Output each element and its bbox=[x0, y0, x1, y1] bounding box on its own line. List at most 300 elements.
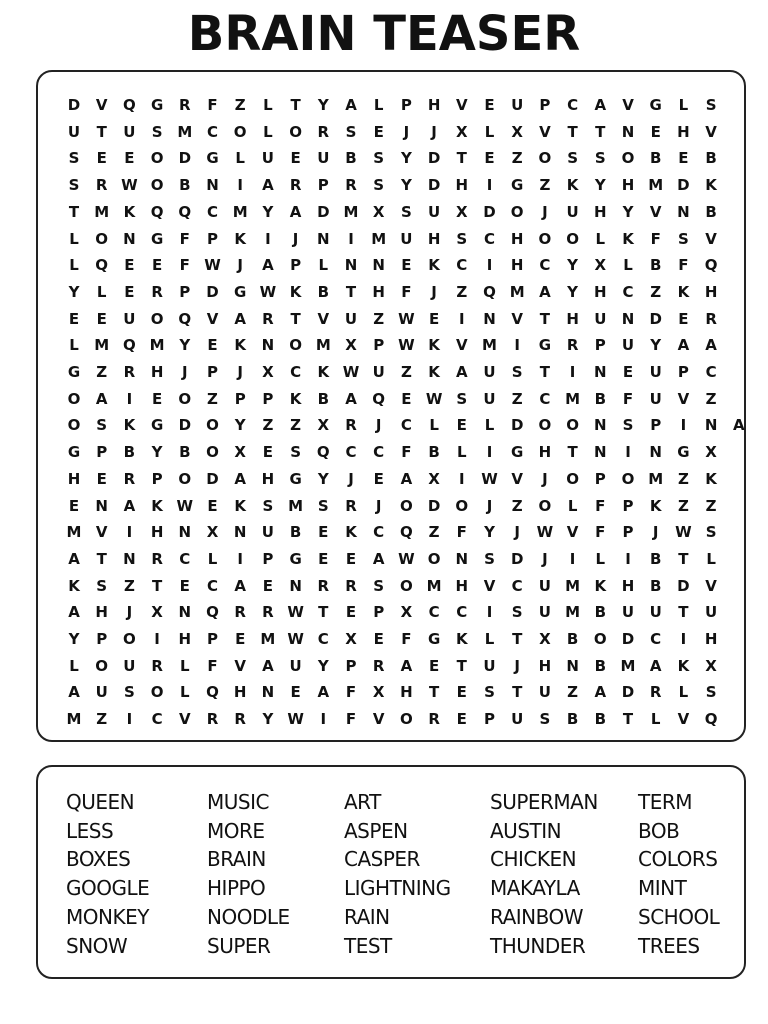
grid-letter[interactable]: C bbox=[456, 256, 468, 275]
grid-letter[interactable]: G bbox=[289, 549, 302, 568]
grid-letter[interactable]: V bbox=[539, 122, 551, 141]
grid-letter[interactable]: M bbox=[371, 229, 387, 248]
grid-letter[interactable]: Y bbox=[234, 416, 246, 435]
grid-letter[interactable]: E bbox=[96, 149, 107, 168]
grid-letter[interactable]: T bbox=[567, 443, 578, 462]
grid-letter[interactable]: B bbox=[594, 710, 607, 729]
grid-letter[interactable]: Y bbox=[622, 202, 634, 221]
grid-letter[interactable]: E bbox=[207, 336, 218, 355]
grid-letter[interactable]: K bbox=[123, 202, 136, 221]
grid-letter[interactable]: O bbox=[233, 122, 247, 141]
grid-letter[interactable]: Q bbox=[316, 443, 330, 462]
grid-letter[interactable]: M bbox=[620, 656, 636, 675]
grid-letter[interactable]: Z bbox=[428, 523, 440, 542]
grid-letter[interactable]: Y bbox=[68, 630, 80, 648]
grid-letter[interactable]: C bbox=[151, 710, 163, 729]
grid-letter[interactable]: R bbox=[234, 603, 246, 622]
grid-letter[interactable]: G bbox=[511, 176, 524, 195]
grid-letter[interactable]: W bbox=[121, 176, 138, 195]
grid-letter[interactable]: A bbox=[539, 282, 551, 301]
grid-letter[interactable]: W bbox=[287, 710, 304, 729]
grid-letter[interactable]: R bbox=[206, 710, 219, 729]
grid-letter[interactable]: R bbox=[345, 496, 357, 515]
grid-letter[interactable]: H bbox=[538, 443, 552, 462]
grid-letter[interactable]: A bbox=[455, 363, 468, 381]
grid-letter[interactable]: D bbox=[621, 683, 635, 702]
grid-letter[interactable]: C bbox=[456, 603, 468, 622]
grid-letter[interactable]: K bbox=[455, 630, 468, 648]
grid-letter[interactable]: E bbox=[318, 523, 329, 542]
grid-letter[interactable]: L bbox=[595, 549, 606, 568]
grid-letter[interactable]: J bbox=[652, 523, 659, 542]
grid-letter[interactable]: M bbox=[565, 603, 581, 622]
grid-letter[interactable]: S bbox=[705, 683, 717, 702]
grid-letter[interactable]: K bbox=[289, 282, 302, 301]
grid-letter[interactable]: K bbox=[566, 176, 579, 195]
grid-letter[interactable]: C bbox=[345, 443, 357, 462]
grid-letter[interactable]: B bbox=[317, 282, 330, 301]
grid-letter[interactable]: A bbox=[345, 389, 357, 408]
grid-letter[interactable]: O bbox=[150, 683, 164, 702]
grid-letter[interactable]: U bbox=[511, 96, 524, 114]
grid-letter[interactable]: X bbox=[511, 122, 523, 141]
grid-letter[interactable]: I bbox=[126, 523, 133, 542]
grid-letter[interactable]: X bbox=[262, 363, 274, 381]
grid-letter[interactable]: N bbox=[344, 256, 358, 275]
grid-letter[interactable]: Q bbox=[178, 309, 192, 328]
grid-letter[interactable]: I bbox=[569, 363, 576, 381]
grid-letter[interactable]: Z bbox=[650, 282, 662, 301]
grid-letter[interactable]: A bbox=[594, 683, 607, 702]
grid-letter[interactable]: U bbox=[123, 656, 136, 675]
grid-letter[interactable]: R bbox=[345, 416, 357, 435]
grid-letter[interactable]: B bbox=[705, 149, 717, 168]
grid-letter[interactable]: T bbox=[428, 683, 440, 702]
grid-letter[interactable]: E bbox=[318, 549, 329, 568]
grid-letter[interactable]: I bbox=[625, 443, 631, 462]
grid-letter[interactable]: S bbox=[68, 176, 80, 195]
grid-letter[interactable]: S bbox=[96, 416, 108, 435]
grid-letter[interactable]: N bbox=[233, 523, 247, 542]
grid-letter[interactable]: J bbox=[375, 416, 382, 435]
grid-letter[interactable]: R bbox=[123, 363, 136, 381]
grid-letter[interactable]: O bbox=[538, 149, 552, 168]
grid-letter[interactable]: T bbox=[345, 282, 357, 301]
grid-letter[interactable]: M bbox=[565, 576, 581, 595]
grid-letter[interactable]: R bbox=[95, 176, 108, 195]
grid-letter[interactable]: K bbox=[234, 496, 246, 515]
grid-letter[interactable]: U bbox=[594, 309, 607, 328]
grid-letter[interactable]: X bbox=[317, 416, 330, 435]
grid-letter[interactable]: M bbox=[482, 336, 497, 355]
grid-letter[interactable]: M bbox=[177, 122, 193, 141]
grid-letter[interactable]: L bbox=[207, 549, 218, 568]
grid-letter[interactable]: X bbox=[234, 443, 246, 462]
grid-letter[interactable]: D bbox=[649, 309, 662, 328]
grid-letter[interactable]: S bbox=[484, 549, 495, 568]
grid-letter[interactable]: A bbox=[68, 683, 80, 702]
grid-letter[interactable]: J bbox=[403, 122, 410, 141]
grid-letter[interactable]: Y bbox=[484, 523, 495, 542]
grid-letter[interactable]: R bbox=[345, 576, 357, 595]
grid-letter[interactable]: N bbox=[372, 256, 385, 275]
grid-letter[interactable]: G bbox=[289, 469, 302, 488]
grid-letter[interactable]: O bbox=[178, 469, 192, 488]
grid-letter[interactable]: K bbox=[622, 229, 634, 248]
grid-letter[interactable]: U bbox=[483, 389, 496, 408]
grid-letter[interactable]: D bbox=[206, 469, 219, 488]
grid-letter[interactable]: D bbox=[677, 576, 690, 595]
grid-letter[interactable]: C bbox=[539, 256, 551, 275]
grid-letter[interactable]: M bbox=[648, 176, 664, 195]
grid-letter[interactable]: P bbox=[345, 656, 357, 675]
grid-letter[interactable]: E bbox=[678, 149, 689, 168]
grid-letter[interactable]: A bbox=[317, 683, 330, 702]
grid-letter[interactable]: N bbox=[649, 443, 662, 462]
grid-letter[interactable]: S bbox=[456, 389, 468, 408]
grid-letter[interactable]: I bbox=[126, 710, 133, 729]
grid-letter[interactable]: Q bbox=[178, 202, 192, 221]
grid-letter[interactable]: A bbox=[68, 603, 80, 622]
grid-letter[interactable]: T bbox=[456, 656, 467, 675]
grid-letter[interactable]: C bbox=[206, 122, 218, 141]
grid-letter[interactable]: G bbox=[150, 96, 164, 114]
grid-letter[interactable]: A bbox=[400, 469, 413, 488]
grid-letter[interactable]: P bbox=[151, 469, 163, 488]
grid-letter[interactable]: S bbox=[317, 496, 329, 515]
grid-letter[interactable]: B bbox=[594, 389, 607, 408]
grid-letter[interactable]: F bbox=[456, 523, 467, 542]
grid-letter[interactable]: B bbox=[123, 443, 136, 462]
grid-letter[interactable]: W bbox=[259, 282, 277, 301]
grid-letter[interactable]: H bbox=[95, 603, 108, 622]
grid-letter[interactable]: L bbox=[650, 710, 661, 729]
grid-letter[interactable]: E bbox=[151, 256, 163, 275]
grid-letter[interactable]: U bbox=[621, 336, 635, 355]
grid-letter[interactable]: G bbox=[677, 443, 690, 462]
grid-letter[interactable]: A bbox=[95, 389, 108, 408]
grid-letter[interactable]: N bbox=[261, 336, 275, 355]
grid-letter[interactable]: Q bbox=[150, 202, 164, 221]
grid-letter[interactable]: B bbox=[566, 710, 579, 729]
grid-letter[interactable]: V bbox=[511, 309, 523, 328]
grid-letter[interactable]: E bbox=[401, 389, 412, 408]
grid-letter[interactable]: P bbox=[373, 336, 385, 355]
grid-letter[interactable]: M bbox=[94, 202, 110, 221]
grid-letter[interactable]: O bbox=[400, 710, 413, 729]
grid-letter[interactable]: P bbox=[677, 363, 689, 381]
grid-letter[interactable]: S bbox=[705, 96, 717, 114]
grid-letter[interactable]: H bbox=[455, 176, 469, 195]
grid-letter[interactable]: A bbox=[289, 202, 302, 221]
grid-letter[interactable]: Z bbox=[262, 416, 274, 435]
grid-letter[interactable]: V bbox=[455, 336, 468, 355]
grid-letter[interactable]: T bbox=[290, 96, 301, 114]
grid-letter[interactable]: O bbox=[150, 309, 164, 328]
grid-letter[interactable]: O bbox=[67, 416, 81, 435]
grid-letter[interactable]: L bbox=[595, 229, 606, 248]
grid-letter[interactable]: O bbox=[566, 229, 579, 248]
grid-letter[interactable]: A bbox=[400, 656, 413, 675]
grid-letter[interactable]: P bbox=[96, 443, 108, 462]
grid-letter[interactable]: H bbox=[621, 576, 635, 595]
grid-letter[interactable]: B bbox=[649, 549, 662, 568]
grid-letter[interactable]: S bbox=[290, 443, 301, 462]
grid-letter[interactable]: D bbox=[206, 282, 219, 301]
grid-letter[interactable]: A bbox=[372, 549, 385, 568]
grid-letter[interactable]: S bbox=[96, 576, 108, 595]
grid-letter[interactable]: W bbox=[481, 469, 498, 488]
grid-letter[interactable]: Z bbox=[207, 389, 218, 408]
grid-letter[interactable]: H bbox=[455, 576, 469, 595]
grid-letter[interactable]: S bbox=[151, 122, 163, 141]
grid-letter[interactable]: G bbox=[649, 96, 662, 114]
grid-letter[interactable]: J bbox=[486, 496, 493, 515]
grid-letter[interactable]: Y bbox=[650, 336, 662, 355]
grid-letter[interactable]: K bbox=[151, 496, 163, 515]
grid-letter[interactable]: T bbox=[96, 122, 107, 141]
grid-letter[interactable]: G bbox=[511, 443, 524, 462]
grid-letter[interactable]: P bbox=[262, 549, 274, 568]
grid-letter[interactable]: T bbox=[318, 603, 329, 622]
grid-letter[interactable]: C bbox=[373, 443, 385, 462]
grid-letter[interactable]: B bbox=[594, 656, 607, 675]
grid-letter[interactable]: Y bbox=[567, 256, 579, 275]
grid-letter[interactable]: R bbox=[234, 710, 246, 729]
grid-letter[interactable]: V bbox=[649, 202, 662, 221]
grid-letter[interactable]: Z bbox=[373, 309, 385, 328]
grid-letter[interactable]: L bbox=[373, 96, 384, 114]
grid-letter[interactable]: W bbox=[398, 309, 415, 328]
grid-letter[interactable]: H bbox=[538, 656, 552, 675]
grid-letter[interactable]: U bbox=[261, 149, 274, 168]
grid-letter[interactable]: B bbox=[179, 176, 191, 195]
grid-letter[interactable]: A bbox=[123, 496, 136, 515]
grid-letter[interactable]: O bbox=[400, 576, 413, 595]
grid-letter[interactable]: Y bbox=[400, 176, 412, 195]
grid-letter[interactable]: P bbox=[594, 336, 606, 355]
grid-letter[interactable]: S bbox=[373, 576, 385, 595]
grid-letter[interactable]: U bbox=[705, 603, 718, 622]
grid-letter[interactable]: C bbox=[428, 603, 440, 622]
grid-letter[interactable]: Y bbox=[179, 336, 191, 355]
grid-letter[interactable]: A bbox=[732, 416, 745, 435]
grid-letter[interactable]: L bbox=[69, 229, 79, 248]
grid-letter[interactable]: O bbox=[455, 496, 469, 515]
grid-letter[interactable]: A bbox=[234, 469, 246, 488]
grid-letter[interactable]: V bbox=[234, 656, 246, 675]
grid-letter[interactable]: C bbox=[179, 549, 191, 568]
grid-letter[interactable]: O bbox=[206, 443, 219, 462]
grid-letter[interactable]: Z bbox=[96, 363, 108, 381]
grid-letter[interactable]: L bbox=[96, 282, 107, 301]
grid-letter[interactable]: P bbox=[484, 710, 495, 729]
grid-letter[interactable]: T bbox=[290, 309, 301, 328]
grid-letter[interactable]: M bbox=[149, 336, 165, 355]
grid-letter[interactable]: O bbox=[427, 549, 441, 568]
grid-letter[interactable]: T bbox=[567, 122, 578, 141]
grid-letter[interactable]: S bbox=[622, 416, 634, 435]
grid-letter[interactable]: V bbox=[483, 576, 496, 595]
grid-letter[interactable]: H bbox=[621, 176, 635, 195]
grid-letter[interactable]: O bbox=[400, 496, 413, 515]
grid-letter[interactable]: N bbox=[95, 496, 108, 515]
grid-letter[interactable]: N bbox=[621, 122, 635, 141]
grid-letter[interactable]: Q bbox=[483, 282, 496, 301]
grid-letter[interactable]: N bbox=[594, 443, 607, 462]
grid-letter[interactable]: G bbox=[538, 336, 552, 355]
grid-letter[interactable]: G bbox=[234, 282, 247, 301]
grid-letter[interactable]: E bbox=[207, 496, 218, 515]
grid-letter[interactable]: M bbox=[426, 576, 442, 595]
grid-letter[interactable]: A bbox=[234, 309, 246, 328]
grid-letter[interactable]: T bbox=[622, 710, 634, 729]
grid-letter[interactable]: U bbox=[538, 683, 551, 702]
grid-letter[interactable]: F bbox=[207, 656, 218, 675]
grid-letter[interactable]: I bbox=[320, 710, 327, 729]
grid-letter[interactable]: V bbox=[95, 523, 108, 542]
grid-letter[interactable]: I bbox=[625, 549, 631, 568]
grid-letter[interactable]: N bbox=[317, 229, 330, 248]
grid-letter[interactable]: H bbox=[704, 282, 718, 301]
grid-letter[interactable]: X bbox=[594, 256, 607, 275]
grid-letter[interactable]: K bbox=[428, 256, 440, 275]
grid-letter[interactable]: R bbox=[289, 176, 302, 195]
grid-letter[interactable]: I bbox=[459, 309, 465, 328]
grid-letter[interactable]: Q bbox=[704, 710, 718, 729]
grid-letter[interactable]: X bbox=[456, 202, 468, 221]
grid-letter[interactable]: R bbox=[123, 469, 136, 488]
grid-letter[interactable]: W bbox=[204, 256, 221, 275]
grid-letter[interactable]: H bbox=[677, 122, 690, 141]
grid-letter[interactable]: Q bbox=[123, 336, 136, 355]
grid-letter[interactable]: E bbox=[124, 149, 135, 168]
grid-letter[interactable]: K bbox=[234, 229, 246, 248]
grid-letter[interactable]: V bbox=[705, 122, 717, 141]
grid-letter[interactable]: N bbox=[594, 416, 607, 435]
grid-letter[interactable]: T bbox=[539, 363, 550, 381]
grid-letter[interactable]: H bbox=[510, 256, 524, 275]
grid-letter[interactable]: A bbox=[705, 336, 717, 355]
grid-letter[interactable]: Y bbox=[317, 469, 329, 488]
grid-letter[interactable]: R bbox=[345, 176, 357, 195]
grid-letter[interactable]: I bbox=[237, 176, 243, 195]
grid-letter[interactable]: A bbox=[234, 576, 246, 595]
grid-letter[interactable]: U bbox=[400, 229, 413, 248]
grid-letter[interactable]: V bbox=[206, 309, 219, 328]
grid-letter[interactable]: S bbox=[594, 149, 606, 168]
grid-letter[interactable]: F bbox=[345, 683, 357, 702]
grid-letter[interactable]: E bbox=[290, 149, 301, 168]
grid-letter[interactable]: D bbox=[67, 96, 81, 114]
grid-letter[interactable]: K bbox=[705, 176, 717, 195]
grid-letter[interactable]: T bbox=[96, 549, 107, 568]
grid-letter[interactable]: E bbox=[456, 416, 467, 435]
grid-letter[interactable]: B bbox=[566, 630, 579, 648]
grid-letter[interactable]: Z bbox=[290, 416, 302, 435]
grid-letter[interactable]: J bbox=[237, 256, 243, 275]
grid-letter[interactable]: F bbox=[401, 282, 412, 301]
grid-letter[interactable]: D bbox=[427, 149, 441, 168]
grid-letter[interactable]: Z bbox=[567, 683, 579, 702]
grid-letter[interactable]: K bbox=[649, 496, 662, 515]
grid-letter[interactable]: R bbox=[262, 603, 274, 622]
grid-letter[interactable]: T bbox=[512, 630, 523, 648]
grid-letter[interactable]: V bbox=[677, 710, 690, 729]
grid-letter[interactable]: N bbox=[455, 549, 469, 568]
grid-letter[interactable]: C bbox=[206, 202, 218, 221]
grid-letter[interactable]: H bbox=[566, 309, 579, 328]
grid-letter[interactable]: U bbox=[123, 309, 136, 328]
grid-letter[interactable]: E bbox=[484, 149, 495, 168]
grid-letter[interactable]: O bbox=[289, 122, 302, 141]
grid-letter[interactable]: W bbox=[398, 336, 415, 355]
grid-letter[interactable]: L bbox=[69, 256, 79, 275]
grid-letter[interactable]: K bbox=[594, 576, 607, 595]
grid-letter[interactable]: U bbox=[95, 683, 108, 702]
grid-letter[interactable]: E bbox=[262, 576, 274, 595]
grid-letter[interactable]: Y bbox=[151, 443, 163, 462]
grid-letter[interactable]: N bbox=[677, 202, 690, 221]
grid-letter[interactable]: Y bbox=[262, 710, 274, 729]
grid-letter[interactable]: G bbox=[150, 229, 164, 248]
grid-letter[interactable]: X bbox=[372, 202, 385, 221]
grid-letter[interactable]: D bbox=[621, 630, 635, 648]
grid-letter[interactable]: B bbox=[649, 149, 662, 168]
grid-letter[interactable]: U bbox=[538, 576, 551, 595]
grid-letter[interactable]: I bbox=[486, 256, 493, 275]
grid-letter[interactable]: O bbox=[95, 229, 109, 248]
grid-letter[interactable]: O bbox=[123, 630, 136, 648]
grid-letter[interactable]: Y bbox=[262, 202, 274, 221]
grid-letter[interactable]: O bbox=[289, 336, 302, 355]
grid-letter[interactable]: V bbox=[317, 309, 330, 328]
grid-letter[interactable]: X bbox=[705, 656, 717, 675]
grid-letter[interactable]: J bbox=[431, 282, 437, 301]
grid-letter[interactable]: T bbox=[151, 576, 163, 595]
grid-letter[interactable]: E bbox=[428, 656, 440, 675]
grid-letter[interactable]: N bbox=[621, 309, 635, 328]
grid-letter[interactable]: Z bbox=[400, 363, 412, 381]
grid-letter[interactable]: L bbox=[69, 656, 79, 675]
grid-letter[interactable]: D bbox=[178, 416, 192, 435]
grid-letter[interactable]: J bbox=[542, 469, 548, 488]
grid-letter[interactable]: F bbox=[345, 710, 357, 729]
grid-letter[interactable]: J bbox=[126, 603, 133, 622]
grid-letter[interactable]: X bbox=[400, 603, 413, 622]
grid-letter[interactable]: R bbox=[151, 656, 163, 675]
grid-letter[interactable]: C bbox=[317, 630, 329, 648]
grid-letter[interactable]: S bbox=[539, 710, 551, 729]
grid-letter[interactable]: B bbox=[179, 443, 191, 462]
grid-letter[interactable]: G bbox=[67, 443, 81, 462]
grid-letter[interactable]: W bbox=[287, 603, 304, 622]
grid-letter[interactable]: I bbox=[486, 603, 493, 622]
grid-letter[interactable]: Q bbox=[704, 256, 718, 275]
grid-letter[interactable]: D bbox=[483, 202, 496, 221]
grid-letter[interactable]: I bbox=[459, 469, 465, 488]
grid-letter[interactable]: P bbox=[622, 523, 634, 542]
grid-letter[interactable]: P bbox=[207, 630, 218, 648]
grid-letter[interactable]: R bbox=[262, 309, 274, 328]
grid-letter[interactable]: E bbox=[484, 96, 495, 114]
grid-letter[interactable]: C bbox=[539, 389, 551, 408]
grid-letter[interactable]: E bbox=[678, 309, 689, 328]
grid-letter[interactable]: H bbox=[400, 683, 413, 702]
grid-letter[interactable]: V bbox=[455, 96, 468, 114]
grid-letter[interactable]: B bbox=[428, 443, 440, 462]
grid-letter[interactable]: U bbox=[649, 389, 662, 408]
